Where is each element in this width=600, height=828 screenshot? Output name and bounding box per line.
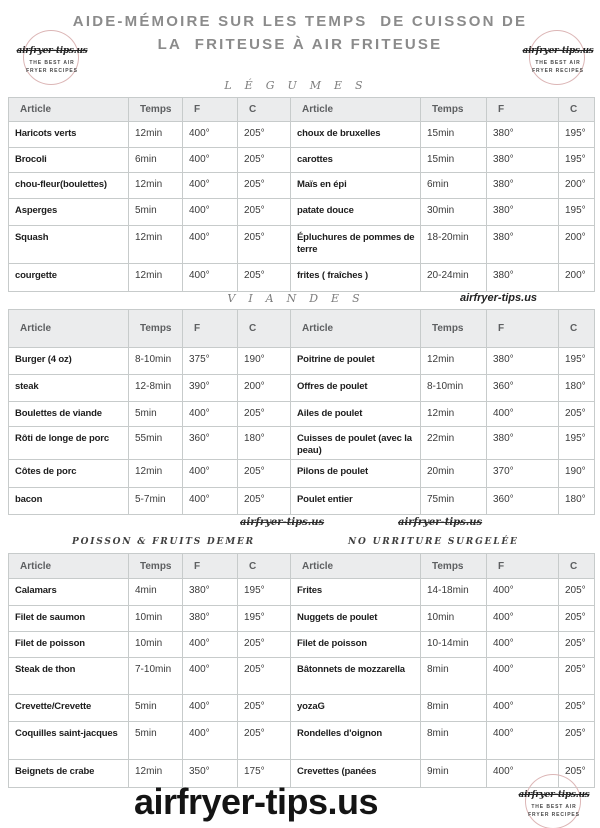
fahrenheit-cell: 400° <box>183 632 238 658</box>
celsius-cell: 205° <box>238 226 291 264</box>
table-row <box>9 375 595 402</box>
celsius-cell: 205° <box>559 695 595 722</box>
fahrenheit-cell: 360° <box>487 375 559 402</box>
fahrenheit-cell: 380° <box>487 173 559 199</box>
article-cell: Poitrine de poulet <box>291 348 421 375</box>
temps-cell: 18-20min <box>421 226 487 264</box>
logo-circle-icon <box>529 30 585 85</box>
celsius-cell: 180° <box>559 487 595 514</box>
celsius-cell: 205° <box>238 459 291 487</box>
column-header: Temps <box>129 98 183 122</box>
fahrenheit-cell: 400° <box>183 122 238 148</box>
celsius-cell: 200° <box>559 173 595 199</box>
fahrenheit-cell: 400° <box>183 264 238 292</box>
column-header: Article <box>291 98 421 122</box>
logo-brand-text: airfryer-tips.us <box>518 790 590 800</box>
table-row <box>9 606 595 632</box>
fahrenheit-cell: 400° <box>183 722 238 760</box>
celsius-cell: 195° <box>559 199 595 226</box>
article-cell: carottes <box>291 148 421 173</box>
title-line-2: LA FRITEUSE À AIR FRITEUSE <box>157 36 443 54</box>
fahrenheit-cell: 400° <box>487 402 559 427</box>
article-cell: Pilons de poulet <box>291 459 421 487</box>
temps-cell: 20min <box>421 459 487 487</box>
table-row <box>9 487 595 514</box>
article-cell: Crevettes (panées <box>291 760 421 788</box>
legumes-table <box>8 97 595 292</box>
column-header: Temps <box>129 310 183 348</box>
article-cell: choux de bruxelles <box>291 122 421 148</box>
fahrenheit-cell: 400° <box>183 199 238 226</box>
article-cell: Filet de poisson <box>291 632 421 658</box>
celsius-cell: 205° <box>559 402 595 427</box>
celsius-cell: 205° <box>238 402 291 427</box>
celsius-cell: 195° <box>559 427 595 460</box>
fahrenheit-cell: 400° <box>183 173 238 199</box>
fahrenheit-cell: 370° <box>487 459 559 487</box>
table-row <box>9 402 595 427</box>
temps-cell: 14-18min <box>421 579 487 606</box>
fahrenheit-cell: 400° <box>487 632 559 658</box>
article-cell: Rondelles d'oignon <box>291 722 421 760</box>
column-header: C <box>559 310 595 348</box>
temps-cell: 5min <box>129 402 183 427</box>
celsius-cell: 180° <box>238 427 291 460</box>
celsius-cell: 195° <box>238 579 291 606</box>
temps-cell: 7-10min <box>129 658 183 695</box>
temps-cell: 6min <box>129 148 183 173</box>
table-row <box>9 427 595 460</box>
fahrenheit-cell: 380° <box>487 122 559 148</box>
table-row <box>9 122 595 148</box>
table-row <box>9 632 595 658</box>
logo-tagline: THE BEST AIR FRYER RECIPES <box>26 60 78 74</box>
table-row <box>9 348 595 375</box>
column-header: Article <box>9 98 129 122</box>
article-cell: Filet de saumon <box>9 606 129 632</box>
temps-cell: 12min <box>421 402 487 427</box>
temps-cell: 15min <box>421 148 487 173</box>
fahrenheit-cell: 375° <box>183 348 238 375</box>
fahrenheit-cell: 380° <box>183 579 238 606</box>
fahrenheit-cell: 380° <box>487 348 559 375</box>
celsius-cell: 180° <box>559 375 595 402</box>
article-cell: frites ( fraîches ) <box>291 264 421 292</box>
column-header: Article <box>291 554 421 579</box>
watermark-airfryer-tips: airfryer-tips.us <box>398 517 483 528</box>
fahrenheit-cell: 400° <box>183 402 238 427</box>
celsius-cell: 195° <box>559 122 595 148</box>
article-cell: Crevette/Crevette <box>9 695 129 722</box>
temps-cell: 12min <box>129 226 183 264</box>
column-header: C <box>559 554 595 579</box>
article-cell: Rôti de longe de porc <box>9 427 129 460</box>
article-cell: Burger (4 oz) <box>9 348 129 375</box>
logo-circle-icon <box>525 774 581 828</box>
celsius-cell: 195° <box>559 348 595 375</box>
celsius-cell: 175° <box>238 760 291 788</box>
article-cell: Maïs en épi <box>291 173 421 199</box>
table-row <box>9 148 595 173</box>
poisson-surgelee-table <box>8 553 595 788</box>
fahrenheit-cell: 380° <box>183 606 238 632</box>
fahrenheit-cell: 350° <box>183 760 238 788</box>
table-row <box>9 658 595 695</box>
temps-cell: 6min <box>421 173 487 199</box>
temps-cell: 15min <box>421 122 487 148</box>
section-label-legumes: LÉGUMES <box>224 79 376 92</box>
watermark-airfryer-tips: airfryer-tips.us <box>460 292 538 304</box>
column-header: F <box>183 310 238 348</box>
celsius-cell: 205° <box>238 264 291 292</box>
article-cell: Brocoli <box>9 148 129 173</box>
table-row <box>9 199 595 226</box>
fahrenheit-cell: 400° <box>183 226 238 264</box>
fahrenheit-cell: 360° <box>183 427 238 460</box>
celsius-cell: 205° <box>559 760 595 788</box>
article-cell: Boulettes de viande <box>9 402 129 427</box>
fahrenheit-cell: 400° <box>487 760 559 788</box>
fahrenheit-cell: 380° <box>487 148 559 173</box>
table-row <box>9 722 595 760</box>
temps-cell: 8-10min <box>129 348 183 375</box>
column-header: C <box>238 98 291 122</box>
header-row <box>9 310 595 348</box>
celsius-cell: 195° <box>238 606 291 632</box>
column-header: Temps <box>129 554 183 579</box>
celsius-cell: 205° <box>238 122 291 148</box>
article-cell: Asperges <box>9 199 129 226</box>
celsius-cell: 205° <box>559 658 595 695</box>
table-row <box>9 173 595 199</box>
article-cell: chou-fleur(boulettes) <box>9 173 129 199</box>
temps-cell: 20-24min <box>421 264 487 292</box>
article-cell: Steak de thon <box>9 658 129 695</box>
article-cell: Poulet entier <box>291 487 421 514</box>
article-cell: bacon <box>9 487 129 514</box>
temps-cell: 12min <box>129 760 183 788</box>
fahrenheit-cell: 400° <box>183 459 238 487</box>
fahrenheit-cell: 400° <box>487 695 559 722</box>
celsius-cell: 190° <box>559 459 595 487</box>
celsius-cell: 200° <box>238 375 291 402</box>
temps-cell: 5-7min <box>129 487 183 514</box>
title-line-1: AIDE-MÉMOIRE SUR LES TEMPS DE CUISSON DE <box>72 13 528 30</box>
article-cell: Offres de poulet <box>291 375 421 402</box>
temps-cell: 22min <box>421 427 487 460</box>
article-cell: Ailes de poulet <box>291 402 421 427</box>
temps-cell: 5min <box>129 199 183 226</box>
celsius-cell: 205° <box>238 632 291 658</box>
article-cell: Haricots verts <box>9 122 129 148</box>
celsius-cell: 205° <box>238 199 291 226</box>
celsius-cell: 195° <box>559 148 595 173</box>
temps-cell: 10min <box>129 632 183 658</box>
article-cell: Filet de poisson <box>9 632 129 658</box>
article-cell: yozaG <box>291 695 421 722</box>
celsius-cell: 205° <box>559 722 595 760</box>
article-cell: Nuggets de poulet <box>291 606 421 632</box>
article-cell: Beignets de crabe <box>9 760 129 788</box>
temps-cell: 75min <box>421 487 487 514</box>
table-row <box>9 695 595 722</box>
column-header: F <box>183 554 238 579</box>
column-header: Article <box>9 554 129 579</box>
column-header: F <box>487 554 559 579</box>
temps-cell: 8min <box>421 722 487 760</box>
logo-circle-icon <box>23 30 79 85</box>
celsius-cell: 205° <box>238 722 291 760</box>
fahrenheit-cell: 400° <box>183 487 238 514</box>
temps-cell: 10min <box>421 606 487 632</box>
header-row <box>9 554 595 579</box>
celsius-cell: 205° <box>238 148 291 173</box>
fahrenheit-cell: 380° <box>487 226 559 264</box>
fahrenheit-cell: 390° <box>183 375 238 402</box>
fahrenheit-cell: 400° <box>183 695 238 722</box>
fahrenheit-cell: 400° <box>487 606 559 632</box>
temps-cell: 8-10min <box>421 375 487 402</box>
temps-cell: 12min <box>129 459 183 487</box>
celsius-cell: 205° <box>238 695 291 722</box>
column-header: C <box>238 310 291 348</box>
temps-cell: 10min <box>129 606 183 632</box>
celsius-cell: 200° <box>559 226 595 264</box>
section-label-surgelee: NO URRITURE SURGELÉE <box>348 537 519 547</box>
temps-cell: 30min <box>421 199 487 226</box>
celsius-cell: 205° <box>559 606 595 632</box>
fahrenheit-cell: 400° <box>487 722 559 760</box>
brand-logo-bottom-right <box>514 774 594 828</box>
fahrenheit-cell: 380° <box>487 427 559 460</box>
table-row <box>9 264 595 292</box>
logo-brand-text: airfryer-tips.us <box>522 46 594 56</box>
celsius-cell: 200° <box>559 264 595 292</box>
fahrenheit-cell: 380° <box>487 199 559 226</box>
article-cell: Squash <box>9 226 129 264</box>
table-row <box>9 459 595 487</box>
article-cell: Frites <box>291 579 421 606</box>
column-header: Article <box>9 310 129 348</box>
temps-cell: 10-14min <box>421 632 487 658</box>
column-header: Temps <box>421 554 487 579</box>
article-cell: Côtes de porc <box>9 459 129 487</box>
article-cell: Coquilles saint-jacques <box>9 722 129 760</box>
temps-cell: 12min <box>129 122 183 148</box>
temps-cell: 5min <box>129 722 183 760</box>
temps-cell: 9min <box>421 760 487 788</box>
fahrenheit-cell: 400° <box>183 148 238 173</box>
fahrenheit-cell: 400° <box>487 658 559 695</box>
column-header: Temps <box>421 98 487 122</box>
column-header: F <box>183 98 238 122</box>
column-header: F <box>487 310 559 348</box>
column-header: Article <box>291 310 421 348</box>
article-cell: Bâtonnets de mozzarella <box>291 658 421 695</box>
article-cell: Calamars <box>9 579 129 606</box>
temps-cell: 4min <box>129 579 183 606</box>
table-row <box>9 579 595 606</box>
temps-cell: 8min <box>421 695 487 722</box>
fahrenheit-cell: 400° <box>183 658 238 695</box>
temps-cell: 12min <box>129 264 183 292</box>
temps-cell: 12min <box>421 348 487 375</box>
fahrenheit-cell: 380° <box>487 264 559 292</box>
logo-brand-text: airfryer-tips.us <box>16 46 88 56</box>
header-row <box>9 98 595 122</box>
column-header: C <box>238 554 291 579</box>
footer-brand: airfryer-tips.us <box>133 781 379 822</box>
celsius-cell: 205° <box>238 487 291 514</box>
article-cell: Épluchures de pommes de terre <box>291 226 421 264</box>
article-cell: patate douce <box>291 199 421 226</box>
fahrenheit-cell: 400° <box>487 579 559 606</box>
column-header: C <box>559 98 595 122</box>
logo-tagline: THE BEST AIR FRYER RECIPES <box>528 804 580 818</box>
temps-cell: 55min <box>129 427 183 460</box>
temps-cell: 5min <box>129 695 183 722</box>
viandes-table <box>8 309 595 515</box>
celsius-cell: 205° <box>238 173 291 199</box>
section-label-poisson: POISSON & FRUITS DEMER <box>72 537 255 547</box>
celsius-cell: 190° <box>238 348 291 375</box>
temps-cell: 12min <box>129 173 183 199</box>
temps-cell: 12-8min <box>129 375 183 402</box>
celsius-cell: 205° <box>559 579 595 606</box>
column-header: F <box>487 98 559 122</box>
temps-cell: 8min <box>421 658 487 695</box>
article-cell: Cuisses de poulet (avec la peau) <box>291 427 421 460</box>
fahrenheit-cell: 360° <box>487 487 559 514</box>
table-row <box>9 226 595 264</box>
celsius-cell: 205° <box>559 632 595 658</box>
article-cell: courgette <box>9 264 129 292</box>
column-header: Temps <box>421 310 487 348</box>
section-label-viandes: VIANDES <box>227 292 373 305</box>
watermark-airfryer-tips: airfryer-tips.us <box>240 517 325 528</box>
article-cell: steak <box>9 375 129 402</box>
celsius-cell: 205° <box>238 658 291 695</box>
logo-tagline: THE BEST AIR FRYER RECIPES <box>532 60 584 74</box>
